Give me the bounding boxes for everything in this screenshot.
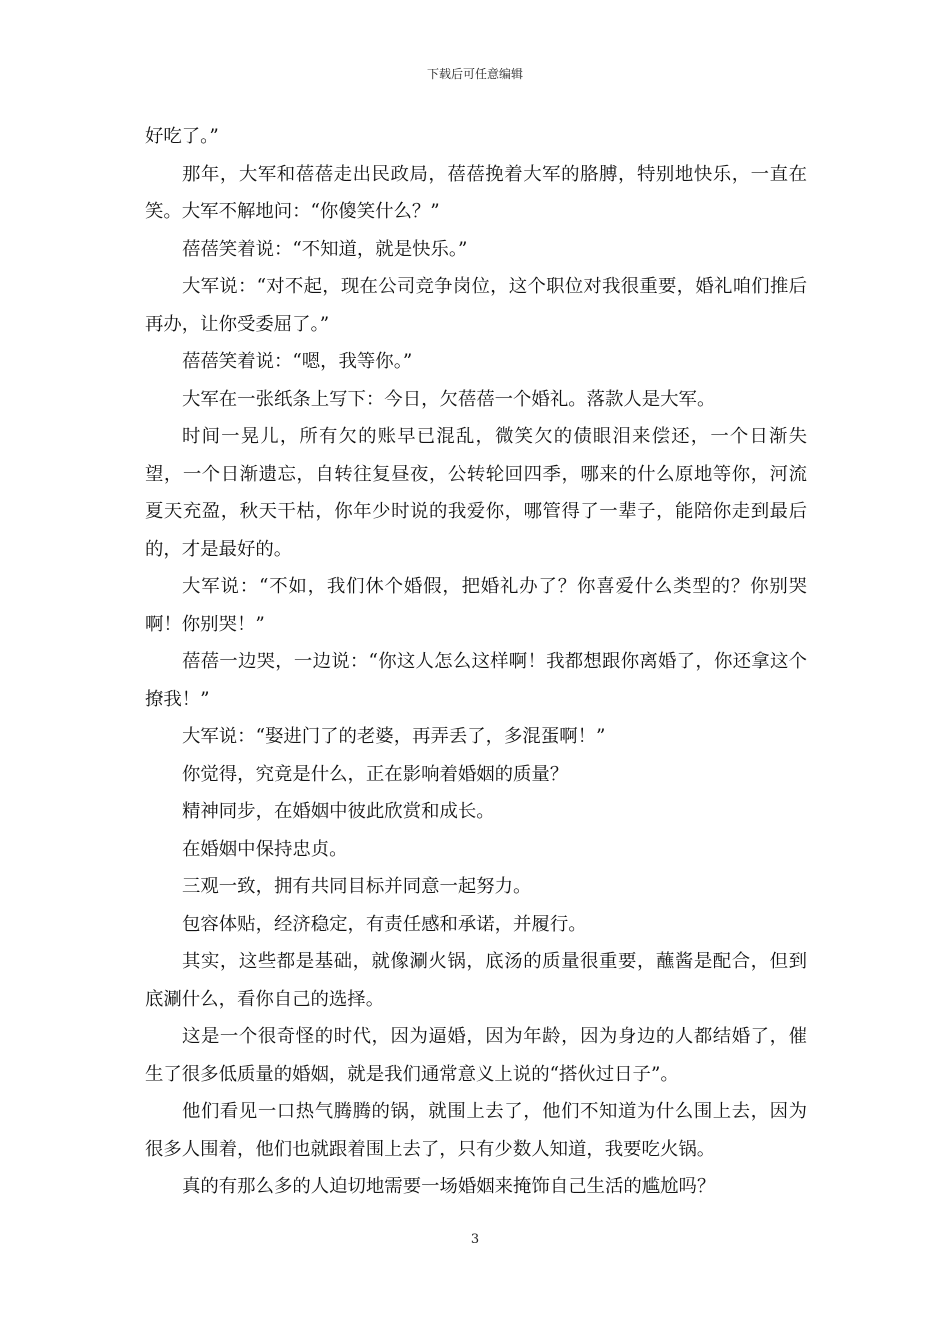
paragraph-3: 蓓蓓笑着说：“不知道，就是快乐。” (182, 238, 468, 260)
paragraph-7: 时间一晃儿，所有欠的账早已混乱，微笑欠的债眼泪来偿还，一个日渐失望，一个日渐遗忘，自转往复昼夜，公转轮回四季，哪来的什么原地等你，河流夏天充盈，秋天干枯，你年少时说的我爱你，哪管得了一辈子，能陪你走到最后的，才是最好的。 (145, 426, 807, 560)
paragraph-16: 其实，这些都是基础，就像涮火锅，底汤的质量很重要，蘸酱是配合，但到底涮什么，看你自己的选择。 (145, 951, 807, 1010)
paragraph-5: 蓓蓓笑着说：“嗯，我等你。” (182, 351, 413, 372)
paragraph-17: 这是一个很奇怪的时代，因为逼婚，因为年龄，因为身边的人都结婚了，催生了很多低质量的婚姻，就是我们通常意义上说的“搭伙过日子”。 (145, 1026, 807, 1085)
paragraph-1: 好吃了。” (145, 126, 219, 147)
paragraph-4: 大军说：“对不起，现在公司竞争岗位，这个职位对我很重要，婚礼咱们推后再办，让你受委屈了。” (145, 276, 807, 335)
document-body (145, 118, 807, 1206)
paragraph-19: 真的有那么多的人迫切地需要一场婚姻来掩饰自己生活的尴尬吗？ (182, 1176, 716, 1197)
paragraph-8: 大军说：“不如，我们休个婚假，把婚礼办了？你喜爱什么类型的？你别哭啊！你别哭！” (145, 576, 807, 635)
page-number: 3 (470, 1232, 480, 1247)
page-header: 下载后可任意编辑 (426, 67, 523, 81)
paragraph-18: 他们看见一口热气腾腾的锅，就围上去了，他们不知道为什么围上去，因为很多人围着，他们也就跟着围上去了，只有少数人知道，我要吃火锅。 (145, 1101, 807, 1160)
paragraph-11: 你觉得，究竟是什么，正在影响着婚姻的质量？ (182, 763, 569, 785)
paragraph-13: 在婚姻中保持忠贞。 (182, 838, 348, 860)
paragraph-2: 那年，大军和蓓蓓走出民政局，蓓蓓挽着大军的胳膊，特别地快乐，一直在笑。大军不解地问：“你傻笑什么？” (145, 163, 807, 222)
paragraph-12: 精神同步，在婚姻中彼此欣赏和成长。 (182, 801, 495, 822)
paragraph-6: 大军在一张纸条上写下：今日，欠蓓蓓一个婚礼。落款人是大军。 (182, 388, 716, 410)
paragraph-9: 蓓蓓一边哭，一边说：“你这人怎么这样啊！我都想跟你离婚了，你还拿这个撩我！” (145, 651, 807, 710)
paragraph-15: 包容体贴，经济稳定，有责任感和承诺，并履行。 (182, 913, 587, 935)
paragraph-14: 三观一致，拥有共同目标并同意一起努力。 (182, 876, 532, 897)
paragraph-10: 大军说：“娶进门了的老婆，再弄丢了，多混蛋啊！” (182, 726, 606, 747)
